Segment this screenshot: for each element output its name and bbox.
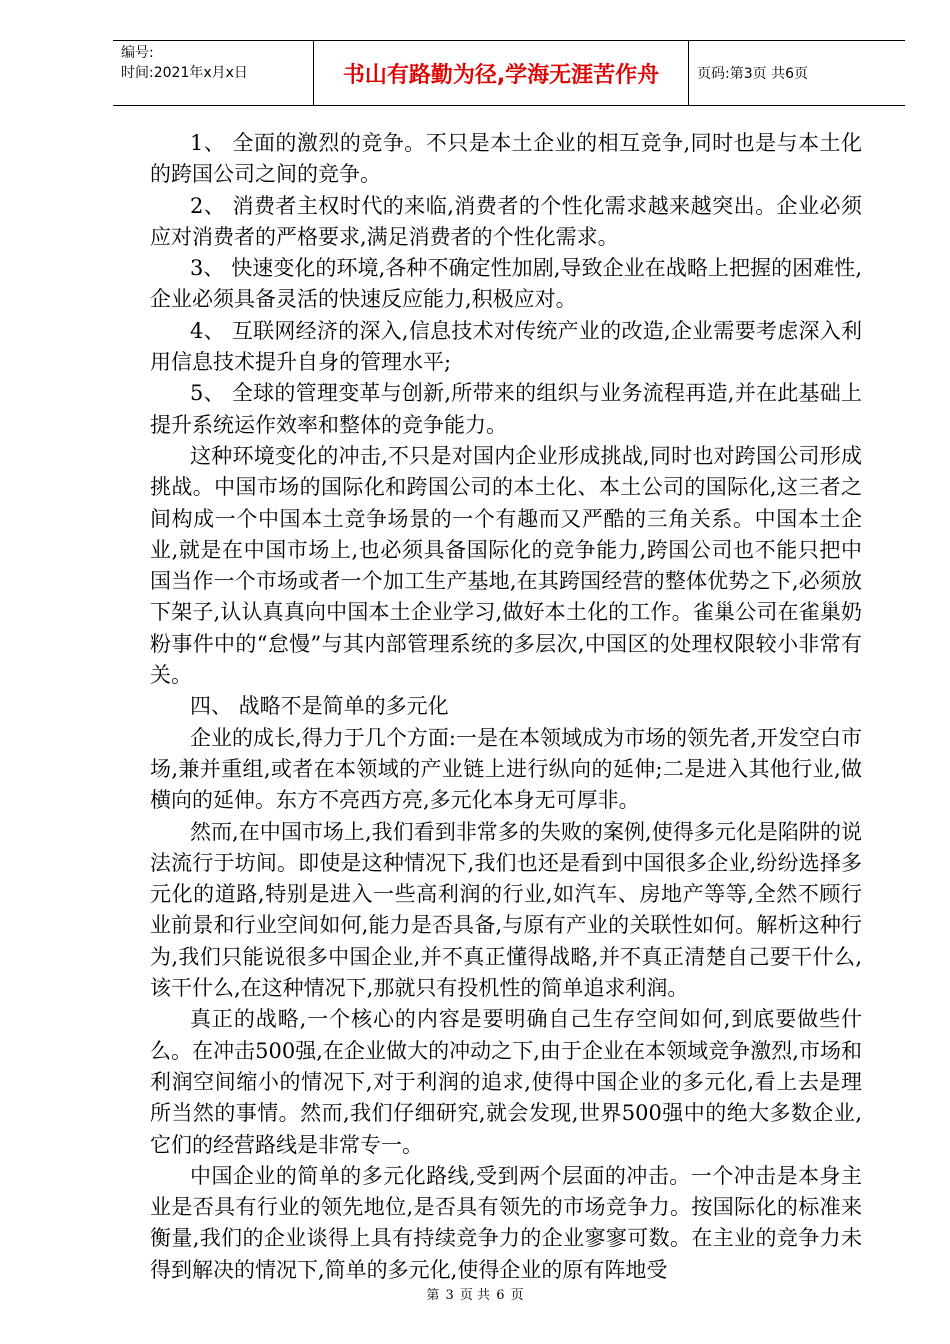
- time-label: 时间:2021年x月x日: [121, 65, 248, 81]
- header-meta: [113, 41, 314, 105]
- footer-suffix: 页: [510, 1288, 524, 1303]
- number-label: 编号:: [121, 45, 154, 61]
- footer-page-total: 6: [496, 1288, 505, 1303]
- section-heading: 四、 战略不是简单的多元化: [190, 694, 449, 719]
- paragraph: 2、 消费者主权时代的来临,消费者的个性化需求越来越突出。企业必须应对消费者的严格要求,满足消费者的个性化需求。: [150, 193, 862, 249]
- paragraph: 然而,在中国市场上,我们看到非常多的失败的案例,使得多元化是陷阱的说法流行于坊间。即使是这种情况下,我们也还是看到中国很多企业,纷纷选择多元化的道路,特别是进入一些高利润的行业,如汽车、房地产等等,全然不顾行业前景和行业空间如何,能力是否具备,与原有产业的关联性如何。解析这种行为,我们只能说很多中国企业,并不真正懂得战略,并不真正清楚自己要干什么,该干什么,在这种情况下,那就只有投机性的简单追求利润。: [150, 819, 862, 1001]
- page-header: [113, 40, 905, 106]
- paragraph: 3、 快速变化的环境,各种不确定性加剧,导致企业在战略上把握的困难性,企业必须具备灵活的快速反应能力,积极应对。: [150, 256, 862, 312]
- footer-page-number: 3: [445, 1288, 454, 1303]
- paragraph: 4、 互联网经济的深入,信息技术对传统产业的改造,企业需要考虑深入利用信息技术提升自身的管理水平;: [150, 318, 862, 375]
- footer-mid: 页 共: [459, 1288, 491, 1303]
- document-body: [150, 128, 862, 1286]
- header-page-cell: [689, 41, 905, 105]
- paragraph: 这种环境变化的冲击,不只是对国内企业形成挑战,同时也对跨国公司形成挑战。中国市场的国际化和跨国公司的本土化、本土公司的国际化,这三者之间构成一个中国本土竞争场景的一个有趣而又严酷的三角关系。中国本土企业,就是在中国市场上,也必须具备国际化的竞争能力,跨国公司也不能只把中国当作一个市场或者一个加工生产基地,在其跨国经营的整体优势之下,必须放下架子,认认真真向中国本土企业学习,做好本土化的工作。雀巢公司在雀巢奶粉事件中的“怠慢”与其内部管理系统的多层次,中国区的处理权限较小非常有关。: [150, 443, 862, 688]
- header-motto-cell: [314, 41, 689, 105]
- paragraph: 5、 全球的管理变革与创新,所带来的组织与业务流程再造,并在此基础上提升系统运作效率和整体的竞争能力。: [150, 381, 862, 437]
- footer-prefix: 第: [426, 1288, 440, 1303]
- motto-text: 书山有路勤为径,学海无涯苦作舟: [342, 62, 660, 88]
- paragraph: 中国企业的简单的多元化路线,受到两个层面的冲击。一个冲击是本身主业是否具有行业的领先地位,是否具有领先的市场竞争力。按国际化的标准来衡量,我们的企业谈得上具有持续竞争力的企业寥寥可数。在主业的竞争力未得到解决的情况下,简单的多元化,使得企业的原有阵地受: [150, 1163, 862, 1282]
- paragraph: 企业的成长,得力于几个方面:一是在本领域成为市场的领先者,开发空白市场,兼并重组,或者在本领域的产业链上进行纵向的延伸;二是进入其他行业,做横向的延伸。东方不亮西方亮,多元化本身无可厚非。: [150, 725, 862, 813]
- page-footer: [0, 1284, 950, 1303]
- paragraph: 真正的战略,一个核心的内容是要明确自己生存空间如何,到底要做些什么。在冲击500强,在企业做大的冲动之下,由于企业在本领域竞争激烈,市场和利润空间缩小的情况下,对于利润的追求,使得中国企业的多元化,看上去是理所当然的事情。然而,我们仔细研究,就会发现,世界500强中的绝大多数企业,它们的经营路线是非常专一。: [150, 1007, 862, 1157]
- paragraph: 1、 全面的激烈的竞争。不只是本土企业的相互竞争,同时也是与本土化的跨国公司之间的竞争。: [150, 131, 862, 187]
- page-info: 页码:第3页 共6页: [697, 66, 808, 82]
